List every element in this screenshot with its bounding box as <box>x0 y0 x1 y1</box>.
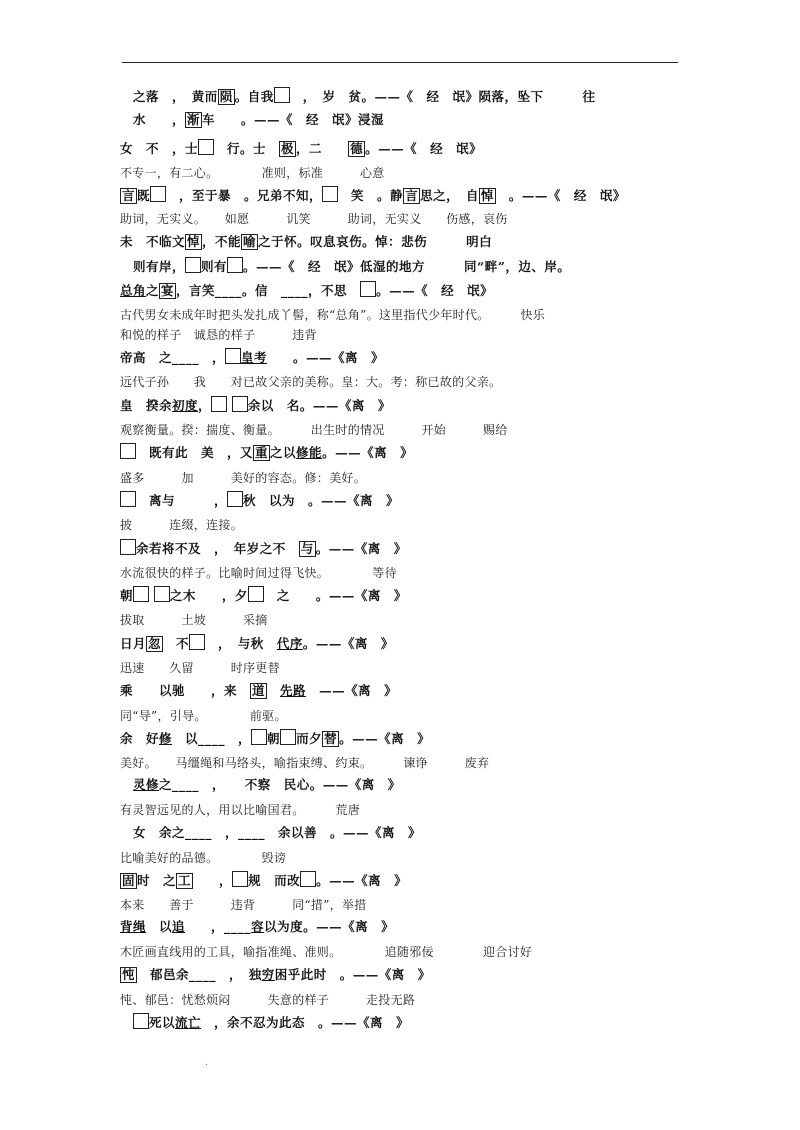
quote-line <box>120 682 700 700</box>
text-segment: ，____ <box>185 919 252 934</box>
answer-blank-box <box>227 257 243 273</box>
text-segment: 以为度。——《离 》 <box>264 919 395 934</box>
gloss-line <box>120 849 700 867</box>
text-segment: 余以 名。——《离 》 <box>247 398 391 413</box>
quote-line <box>120 396 700 415</box>
text-segment: 则有 <box>201 259 228 274</box>
gloss-line <box>120 754 700 772</box>
text-segment: 行。士 <box>214 141 280 156</box>
boxed-character: 重 <box>255 445 269 460</box>
text-segment: 困乎此时 。——《离 》 <box>274 967 431 982</box>
gloss-line <box>120 164 700 182</box>
text-segment <box>120 1015 133 1030</box>
boxed-character: 忽 <box>148 636 162 651</box>
boxed-character: 言 <box>405 188 419 203</box>
quote-line <box>120 186 700 205</box>
text-segment: 之以 <box>270 445 297 460</box>
text-segment: 之 。——《离 》 <box>263 588 407 603</box>
text-segment: 笑 。静 <box>338 188 404 203</box>
text-segment: 。——《 经 氓》低湿的地方 同“畔”，边、岸。 <box>243 259 571 274</box>
answer-blank-box <box>150 186 166 202</box>
text-segment: 女 余之____ ，____ 余以善 。——《离 》 <box>120 825 422 840</box>
answer-blank-box <box>232 396 248 412</box>
text-segment: 。——《 经 氓》 <box>495 188 626 203</box>
quote-line <box>120 1013 700 1032</box>
gloss-line <box>120 611 700 629</box>
answer-blank-box <box>211 396 227 412</box>
quote-line <box>120 257 700 276</box>
text-segment: 而夕 <box>296 731 323 746</box>
answer-blank-box <box>232 871 248 887</box>
text-segment: 水 ， <box>120 112 186 127</box>
text-segment: 朝 <box>120 588 134 603</box>
text-segment: 。——《离 》 <box>315 541 407 556</box>
text-segment: 。——《 经 氓》 <box>365 141 483 156</box>
text-segment: 本来 善于 违背 同“措”，举措 <box>120 898 367 912</box>
text-segment: 未 不临文 <box>120 234 186 249</box>
text-segment: 远代子孙 我 对已故父亲的美称。皇：大。考：称已故的父亲。 <box>120 375 502 389</box>
answer-blank-box <box>198 139 214 155</box>
text-segment: 既 <box>137 188 151 203</box>
gloss-line <box>120 306 700 324</box>
text-segment: 女 不 ，士 <box>120 141 199 156</box>
text-segment: ，至于暴 。兄弟不知， <box>166 188 323 203</box>
quote-line <box>120 139 700 158</box>
quote-line <box>120 87 700 106</box>
boxed-character: 宴 <box>161 283 175 298</box>
answer-blank-box <box>274 87 290 103</box>
text-segment: 。自我 <box>234 89 274 104</box>
text-segment: 既有此 美 ，又 <box>136 445 254 460</box>
boxed-character: 替 <box>324 731 338 746</box>
text-segment: 之木 ，夕 <box>169 588 248 603</box>
quote-line <box>120 729 700 748</box>
answer-blank-box <box>251 729 267 745</box>
text-segment: 离与 ， <box>136 493 228 508</box>
boxed-character: 工 <box>178 873 192 888</box>
gloss-line <box>120 516 700 534</box>
boxed-character: 德 <box>350 141 364 156</box>
quote-line <box>120 634 700 653</box>
boxed-character: 极 <box>281 141 295 156</box>
quote-line <box>120 824 700 842</box>
underlined-term: 背绳 <box>120 919 147 934</box>
text-segment: 同“导”，引导。 前驱。 <box>120 709 287 723</box>
text-segment: 不专一，有二心。 准则，标准 心意 <box>120 166 385 180</box>
text-segment: ，二 <box>296 141 349 156</box>
text-segment: 水流很快的样子。比喻时间过得飞快。 等待 <box>120 566 397 580</box>
gloss-line <box>120 801 700 819</box>
answer-blank-box <box>280 729 296 745</box>
text-segment: 古代男女未成年时把头发扎成丫髻，称“总角”。这里指代少年时代。 快乐 <box>120 308 546 322</box>
quote-line <box>120 586 700 605</box>
text-segment <box>120 777 133 792</box>
boxed-character: 陨 <box>219 89 233 104</box>
boxed-character: 道 <box>252 683 266 698</box>
text-segment: 皇 揆余 <box>120 398 173 413</box>
answer-blank-box <box>120 539 136 555</box>
text-segment: ，余不忍为此态 。——《离 》 <box>201 1015 410 1030</box>
answer-blank-box <box>225 348 241 364</box>
boxed-character: 悼 <box>187 234 201 249</box>
text-segment: 乘 以驰 ，来 <box>120 683 251 698</box>
text-segment: 朝 <box>267 731 281 746</box>
text-segment: 忳、郁邑：忧愁烦闷 失意的样子 走投无路 <box>120 993 416 1007</box>
quote-line <box>120 918 700 936</box>
text-segment: 迅速 久留 时序更替 <box>120 661 280 675</box>
answer-blank-box <box>248 586 264 602</box>
text-segment: ——《离 》 <box>306 683 398 698</box>
text-segment: 死以 <box>149 1015 176 1030</box>
text-segment: 不 <box>163 636 190 651</box>
gloss-line <box>120 991 700 1009</box>
text-segment: ，不能 <box>202 234 242 249</box>
underlined-term: 灵修 <box>133 777 160 792</box>
text-segment: 。——《离 》 <box>316 873 408 888</box>
text-segment: 比喻美好的品德。 毁谤 <box>120 851 287 865</box>
underlined-term: 追 <box>172 919 186 934</box>
text-segment: 美好。 马缰绳和马络头，喻指束缚、约束。 谏诤 废弃 <box>120 756 490 770</box>
answer-blank-box <box>120 491 136 507</box>
answer-blank-box <box>227 491 243 507</box>
text-segment: 帝高 之____ ， <box>120 350 226 365</box>
text-segment: 。——《离 》 <box>302 636 394 651</box>
quote-line <box>120 281 700 300</box>
underlined-term: 流亡 <box>175 1015 202 1030</box>
quote-line <box>120 871 700 890</box>
underlined-term: 先路 <box>280 683 307 698</box>
text-segment: 规 而改 <box>248 873 301 888</box>
text-segment: 车 。——《 经 氓》浸湿 <box>202 112 385 127</box>
boxed-character: 言 <box>122 188 136 203</box>
text-segment: 之于怀。叹息哀伤。悼：悲伤 明白 <box>258 234 493 249</box>
gloss-line <box>120 896 700 914</box>
text-segment: 之落 ， 黄而 <box>120 89 218 104</box>
text-segment: 助词，无实义。 如愿 讥笑 助词，无实义 伤感，哀伤 <box>120 212 508 226</box>
text-segment: 余若将不及 ， 年岁之不 <box>136 541 299 556</box>
gloss-line <box>120 659 700 677</box>
footer-mark: . <box>205 1058 208 1068</box>
underlined-term: 皇考 <box>241 350 268 365</box>
text-segment: 郁邑余____ ， 独 <box>137 967 262 982</box>
text-segment: 余 好 <box>120 731 160 746</box>
boxed-character: 忳 <box>122 967 136 982</box>
text-segment: 有灵智远见的人，用以比喻国君。 荒唐 <box>120 803 361 817</box>
underlined-term: 穷 <box>261 967 275 982</box>
quote-line <box>120 443 700 462</box>
text-segment: ， 与秋 <box>205 636 277 651</box>
text-segment: 之____ ， 不察 民心。——《离 》 <box>159 777 401 792</box>
text-segment: 时 之 <box>137 873 177 888</box>
text-segment: ， <box>193 873 233 888</box>
gloss-line <box>120 943 700 961</box>
quote-line <box>120 348 700 367</box>
boxed-character: 喻 <box>243 234 257 249</box>
top-rule <box>122 62 678 63</box>
answer-blank-box <box>300 871 316 887</box>
gloss-line <box>120 707 700 725</box>
underlined-term: 修 <box>159 731 173 746</box>
boxed-character: 悼 <box>480 188 494 203</box>
quote-line <box>120 966 700 984</box>
quote-line <box>120 491 700 510</box>
text-segment: 。——《离 》 <box>339 731 431 746</box>
gloss-line <box>120 373 700 391</box>
text-segment: 和悦的样子 诚恳的样子 违背 <box>120 328 317 342</box>
answer-blank-box <box>185 257 201 273</box>
text-segment: 以 <box>146 919 173 934</box>
text-segment: 披 连缀，连接。 <box>120 518 244 532</box>
quote-line <box>120 233 700 251</box>
text-segment: 以____ ， <box>172 731 252 746</box>
text-segment: 思之， 自 <box>420 188 479 203</box>
text-segment: 。——《离 》 <box>322 445 414 460</box>
text-segment <box>267 683 280 698</box>
answer-blank-box <box>120 443 136 459</box>
text-segment: 盛多 加 美好的容态。修：美好。 <box>120 471 367 485</box>
underlined-term: 初度 <box>172 398 199 413</box>
answer-blank-box <box>133 586 149 602</box>
text-segment: ， 岁 贫。——《 经 氓》陨落，坠下 往 <box>289 89 596 104</box>
text-segment: 观察衡量。揆：揣度、衡量。 出生时的情况 开始 赐给 <box>120 423 508 437</box>
boxed-character: 与 <box>300 541 314 556</box>
text-segment: 木匠画直线用的工具，喻指准绳、准则。 追随邪佞 迎合讨好 <box>120 945 533 959</box>
text-segment: 则有岸， <box>120 259 186 274</box>
quote-line <box>120 776 700 794</box>
boxed-character: 固 <box>122 873 136 888</box>
text-segment: ，言笑____。信 ____，不思 <box>176 283 361 298</box>
text-segment: 秋 以为 。——《离 》 <box>243 493 400 508</box>
text-segment: 之 <box>146 283 160 298</box>
text-segment: 日月 <box>120 636 147 651</box>
answer-blank-box <box>189 634 205 650</box>
text-segment: 。——《离 》 <box>267 350 385 365</box>
underlined-term: 容 <box>251 919 265 934</box>
underlined-term: 总角 <box>120 283 147 298</box>
boxed-character: 渐 <box>187 112 201 127</box>
underlined-term: 修能 <box>296 445 323 460</box>
text-segment: ， <box>198 398 212 413</box>
gloss-line <box>120 210 700 228</box>
gloss-line <box>120 421 700 439</box>
answer-blank-box <box>360 281 376 297</box>
underlined-term: 代序 <box>276 636 303 651</box>
gloss-line <box>120 469 700 487</box>
gloss-line <box>120 564 700 582</box>
answer-blank-box <box>154 586 170 602</box>
gloss-line <box>120 326 700 344</box>
answer-blank-box <box>133 1013 149 1029</box>
quote-line <box>120 111 700 129</box>
text-segment: 。——《 经 氓》 <box>376 283 494 298</box>
text-segment: 拔取 土坡 采摘 <box>120 613 268 627</box>
quote-line <box>120 539 700 558</box>
answer-blank-box <box>322 186 338 202</box>
